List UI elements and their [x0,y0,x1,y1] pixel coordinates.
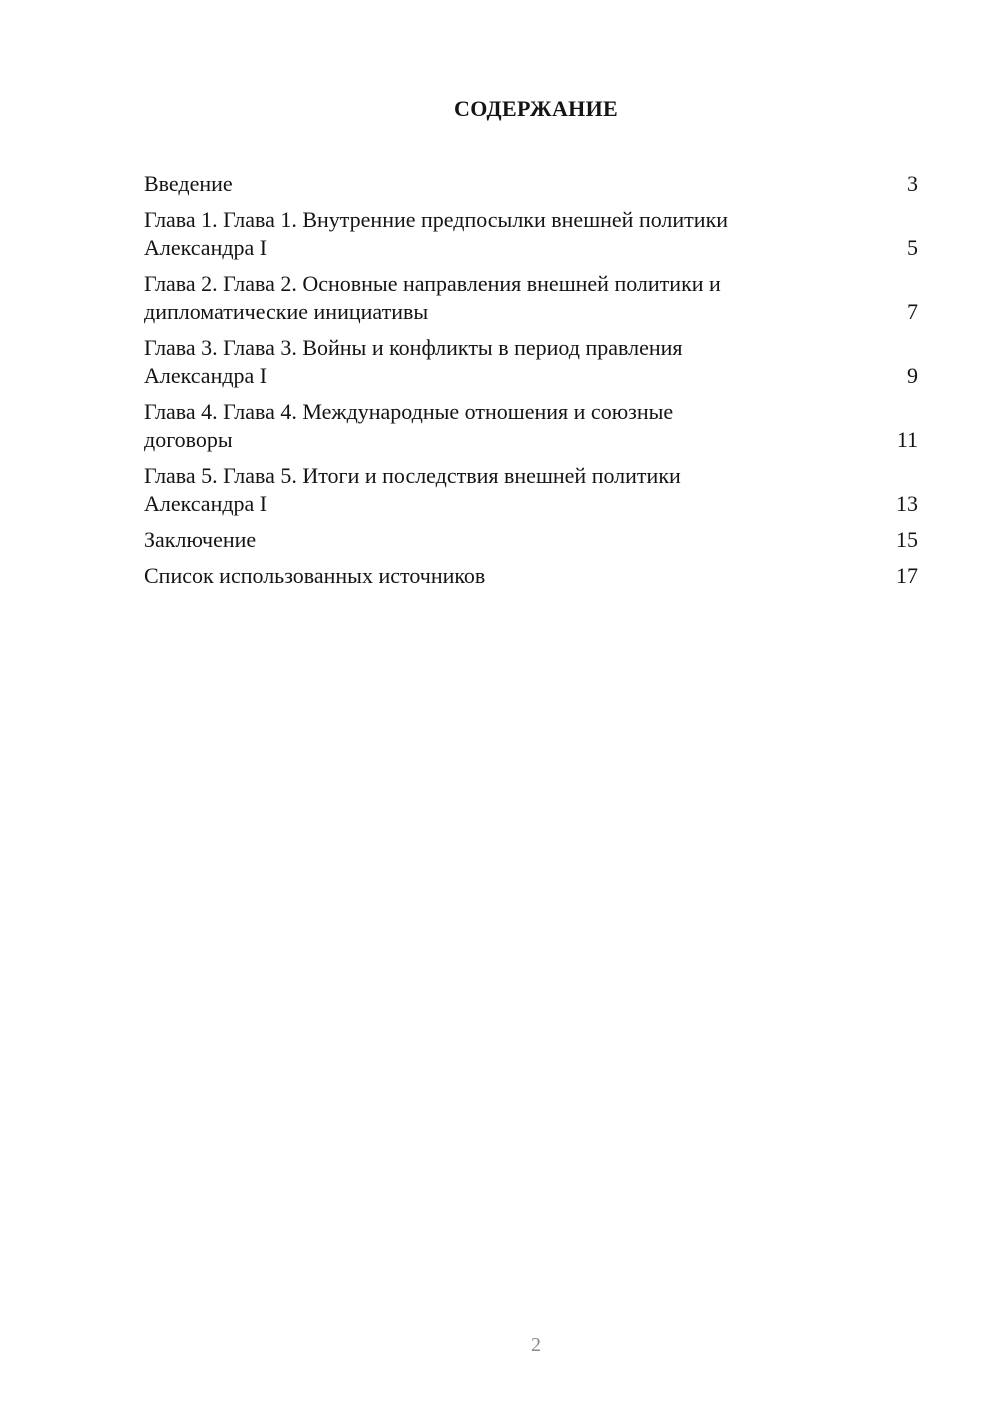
toc-entry-chapter-2[interactable] [144,270,918,326]
toc-entry-page: 9 [907,363,918,388]
table-of-contents [144,170,918,598]
toc-entry-title [144,526,824,554]
toc-entry-title [144,462,824,518]
toc-entry-line: Введение [144,171,233,196]
toc-entry-line: договоры [144,427,233,452]
toc-entry-title [144,170,824,198]
toc-entry-page: 17 [896,563,918,588]
toc-entry-line: Глава 4. Глава 4. Международные отношения и союзные [144,399,674,424]
toc-entry-page: 11 [896,427,918,452]
toc-entry-title [144,206,824,262]
toc-entry-line: Глава 5. Глава 5. Итоги и последствия внешней политики [144,463,681,488]
toc-entry-page: 7 [907,299,918,324]
toc-entry-line: Список использованных источников [144,563,486,588]
page-title: СОДЕРЖАНИЕ [454,96,618,121]
page-number: 2 [531,1334,541,1356]
toc-entry-title [144,334,824,390]
toc-entry-line: Глава 3. Глава 3. Войны и конфликты в период правления [144,335,683,360]
toc-entry-line: Глава 1. Глава 1. Внутренние предпосылки внешней политики [144,207,729,232]
toc-entry-line: Александра I [144,363,268,388]
toc-entry-page: 5 [907,235,918,260]
toc-entry-line: Александра I [144,235,268,260]
toc-entry-line: Александра I [144,491,268,516]
toc-entry-page: 15 [896,527,918,552]
toc-entry-page: 3 [907,171,918,196]
toc-entry-chapter-4[interactable] [144,398,918,454]
toc-entry-title [144,562,824,590]
toc-entry-line: Заключение [144,527,257,552]
toc-entry-title [144,398,824,454]
toc-entry-title [144,270,824,326]
toc-entry-introduction[interactable] [144,170,918,198]
toc-entry-line: дипломатические инициативы [144,299,429,324]
toc-entry-page: 13 [896,491,918,516]
toc-entry-line: Глава 2. Глава 2. Основные направления внешней политики и [144,271,721,296]
toc-entry-conclusion[interactable] [144,526,918,554]
toc-entry-chapter-3[interactable] [144,334,918,390]
toc-entry-chapter-1[interactable] [144,206,918,262]
toc-entry-references[interactable] [144,562,918,590]
toc-entry-chapter-5[interactable] [144,462,918,518]
